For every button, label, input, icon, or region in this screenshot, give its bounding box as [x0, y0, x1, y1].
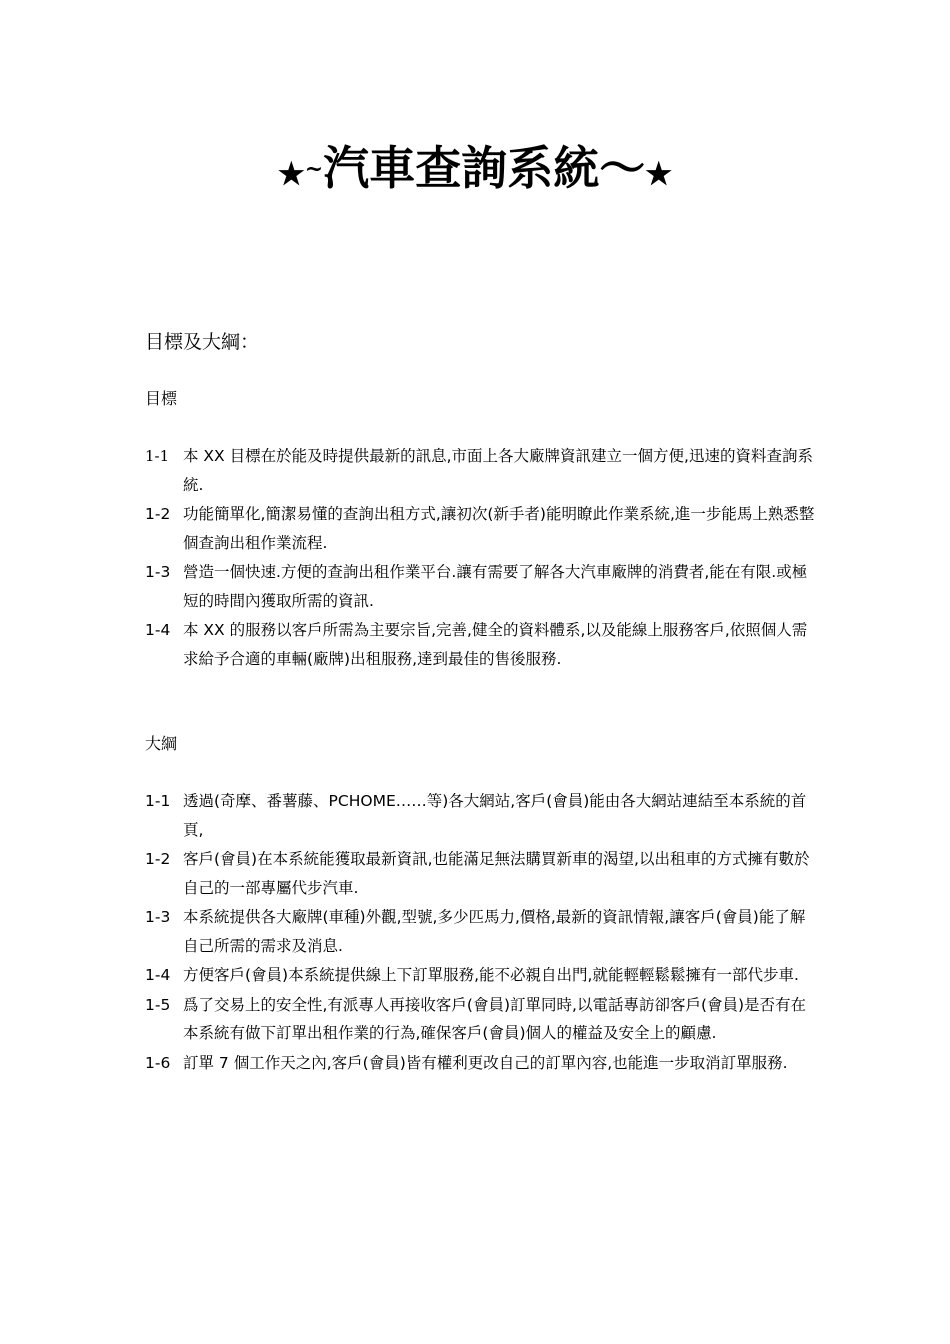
list-item — [145, 616, 815, 673]
item-text: 爲了交易上的安全性,有派專人再接收客戶(會員)訂單同時,以電話專訪卻客戶(會員)是否有在本系統有做下訂單出租作業的行為,確保客戶(會員)個人的權益及安全上的顧慮. — [183, 995, 807, 1042]
item-number: 1-3 — [145, 908, 171, 926]
item-number: 1-1 — [145, 792, 171, 810]
item-text: 本 XX 的服務以客戶所需為主要宗旨,完善,健全的資料體系,以及能線上服務客戶,依照個人需求給予合適的車輛(廠牌)出租服務,達到最佳的售後服務. — [183, 621, 808, 668]
list-item — [145, 991, 815, 1048]
item-text: 本 XX 目標在於能及時提供最新的訊息,市面上各大廠牌資訊建立一個方便,迅速的資料查詢系統. — [183, 447, 813, 494]
item-number: 1-3 — [145, 563, 171, 581]
list-item — [145, 845, 815, 902]
goals-list — [145, 442, 815, 674]
title-text: 汽車查詢系統～ — [323, 141, 646, 195]
document-title — [0, 138, 950, 205]
item-number: 1-4 — [145, 621, 171, 639]
item-text: 訂單 7 個工作天之內,客戶(會員)皆有權利更改自己的訂單內容,也能進一步取消訂單服務. — [183, 1053, 788, 1072]
star-left-icon: ★ — [277, 157, 305, 192]
outline-heading: 大綱 — [145, 734, 178, 753]
star-right-icon: ★ — [645, 157, 673, 192]
item-text: 客戶(會員)在本系統能獲取最新資訊,也能滿足無法購買新車的渴望,以出租車的方式擁有數於自己的一部專屬代步汽車. — [183, 850, 810, 897]
item-number: 1-5 — [145, 995, 171, 1014]
item-text: 方便客戶(會員)本系統提供線上下訂單服務,能不必親自出門,就能輕輕鬆鬆擁有一部代步車. — [183, 966, 799, 984]
item-text: 透過(奇摩、番薯藤、PCHOME……等)各大網站,客戶(會員)能由各大網站連結至本系統的首頁, — [183, 792, 807, 839]
goals-heading: 目標 — [145, 389, 178, 408]
item-number: 1-2 — [145, 505, 171, 523]
section-heading: 目標及大綱： — [145, 331, 260, 353]
outline-list — [145, 787, 815, 1078]
title-tilde: ~ — [304, 156, 324, 182]
list-item — [145, 961, 815, 990]
item-text: 營造一個快速.方便的查詢出租作業平台.讓有需要了解各大汽車廠牌的消費者,能在有限.或極短的時間內獲取所需的資訊. — [183, 563, 808, 610]
list-item — [145, 787, 815, 844]
item-number: 1-1 — [145, 447, 170, 465]
list-item — [145, 500, 815, 557]
list-item — [145, 558, 815, 615]
item-number: 1-4 — [145, 966, 171, 984]
item-text: 本系統提供各大廠牌(車種)外觀,型號,多少匹馬力,價格,最新的資訊情報,讓客戶(會員)能了解自己所需的需求及消息. — [183, 908, 806, 955]
item-number: 1-6 — [145, 1053, 171, 1072]
list-item — [145, 903, 815, 960]
item-text: 功能簡單化,簡潔易懂的查詢出租方式,讓初次(新手者)能明瞭此作業系統,進一步能馬上熟悉整個查詢出租作業流程. — [183, 505, 815, 552]
item-number: 1-2 — [145, 850, 171, 868]
list-item — [145, 442, 815, 499]
list-item — [145, 1049, 815, 1078]
